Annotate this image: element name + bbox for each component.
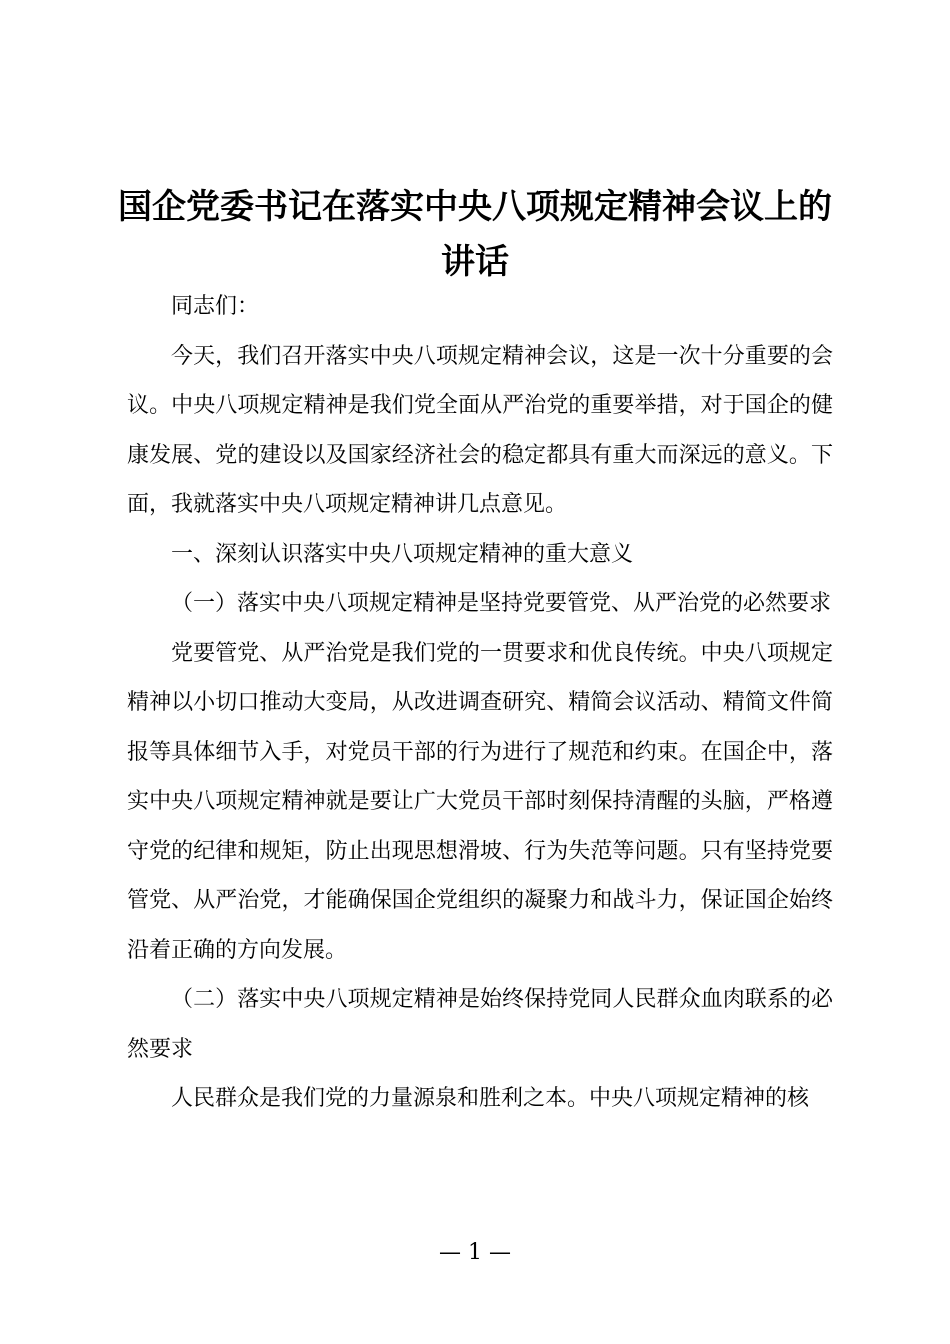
paragraph-subsection-1: 党要管党、从严治党是我们党的一贯要求和优良传统。中央八项规定精神以小切口推动大变局，从改进调查研究、精简会议活动、精简文件简报等具体细节入手，对党员干部的行为进行了规范和约束。在国企中，落实中央八项规定精神就是要让广大党员干部时刻保持清醒的头脑，严格遵守党的纪律和规矩，防止出现思想滑坡、行为失范等问题。只有坚持党要管党、从严治党，才能确保国企党组织的凝聚力和战斗力，保证国企始终沿着正确的方向发展。: [127, 640, 833, 963]
subsection-heading-2: （二）落实中央八项规定精神是始终保持党同人民群众血肉联系的必然要求: [127, 987, 833, 1062]
document-title: 国企党委书记在落实中央八项规定精神会议上的讲话: [118, 187, 832, 282]
salutation: 同志们：: [171, 294, 260, 319]
section-heading-1: 一、深刻认识落实中央八项规定精神的重大意义: [171, 541, 634, 567]
paragraph-subsection-2: 人民群众是我们党的力量源泉和胜利之本。中央八项规定精神的核: [171, 1086, 810, 1111]
subsection-heading-1: （一）落实中央八项规定精神是坚持党要管党、从严治党的必然要求: [171, 591, 832, 616]
document-body: [127, 282, 833, 1124]
page-number: — 1 —: [439, 1240, 511, 1265]
paragraph-intro: 今天，我们召开落实中央八项规定精神会议，这是一次十分重要的会议。中央八项规定精神是我们党全面从严治党的重要举措，对于国企的健康发展、党的建设以及国家经济社会的稳定都具有重大而深远的意义。下面，我就落实中央八项规定精神讲几点意见。: [127, 343, 833, 517]
